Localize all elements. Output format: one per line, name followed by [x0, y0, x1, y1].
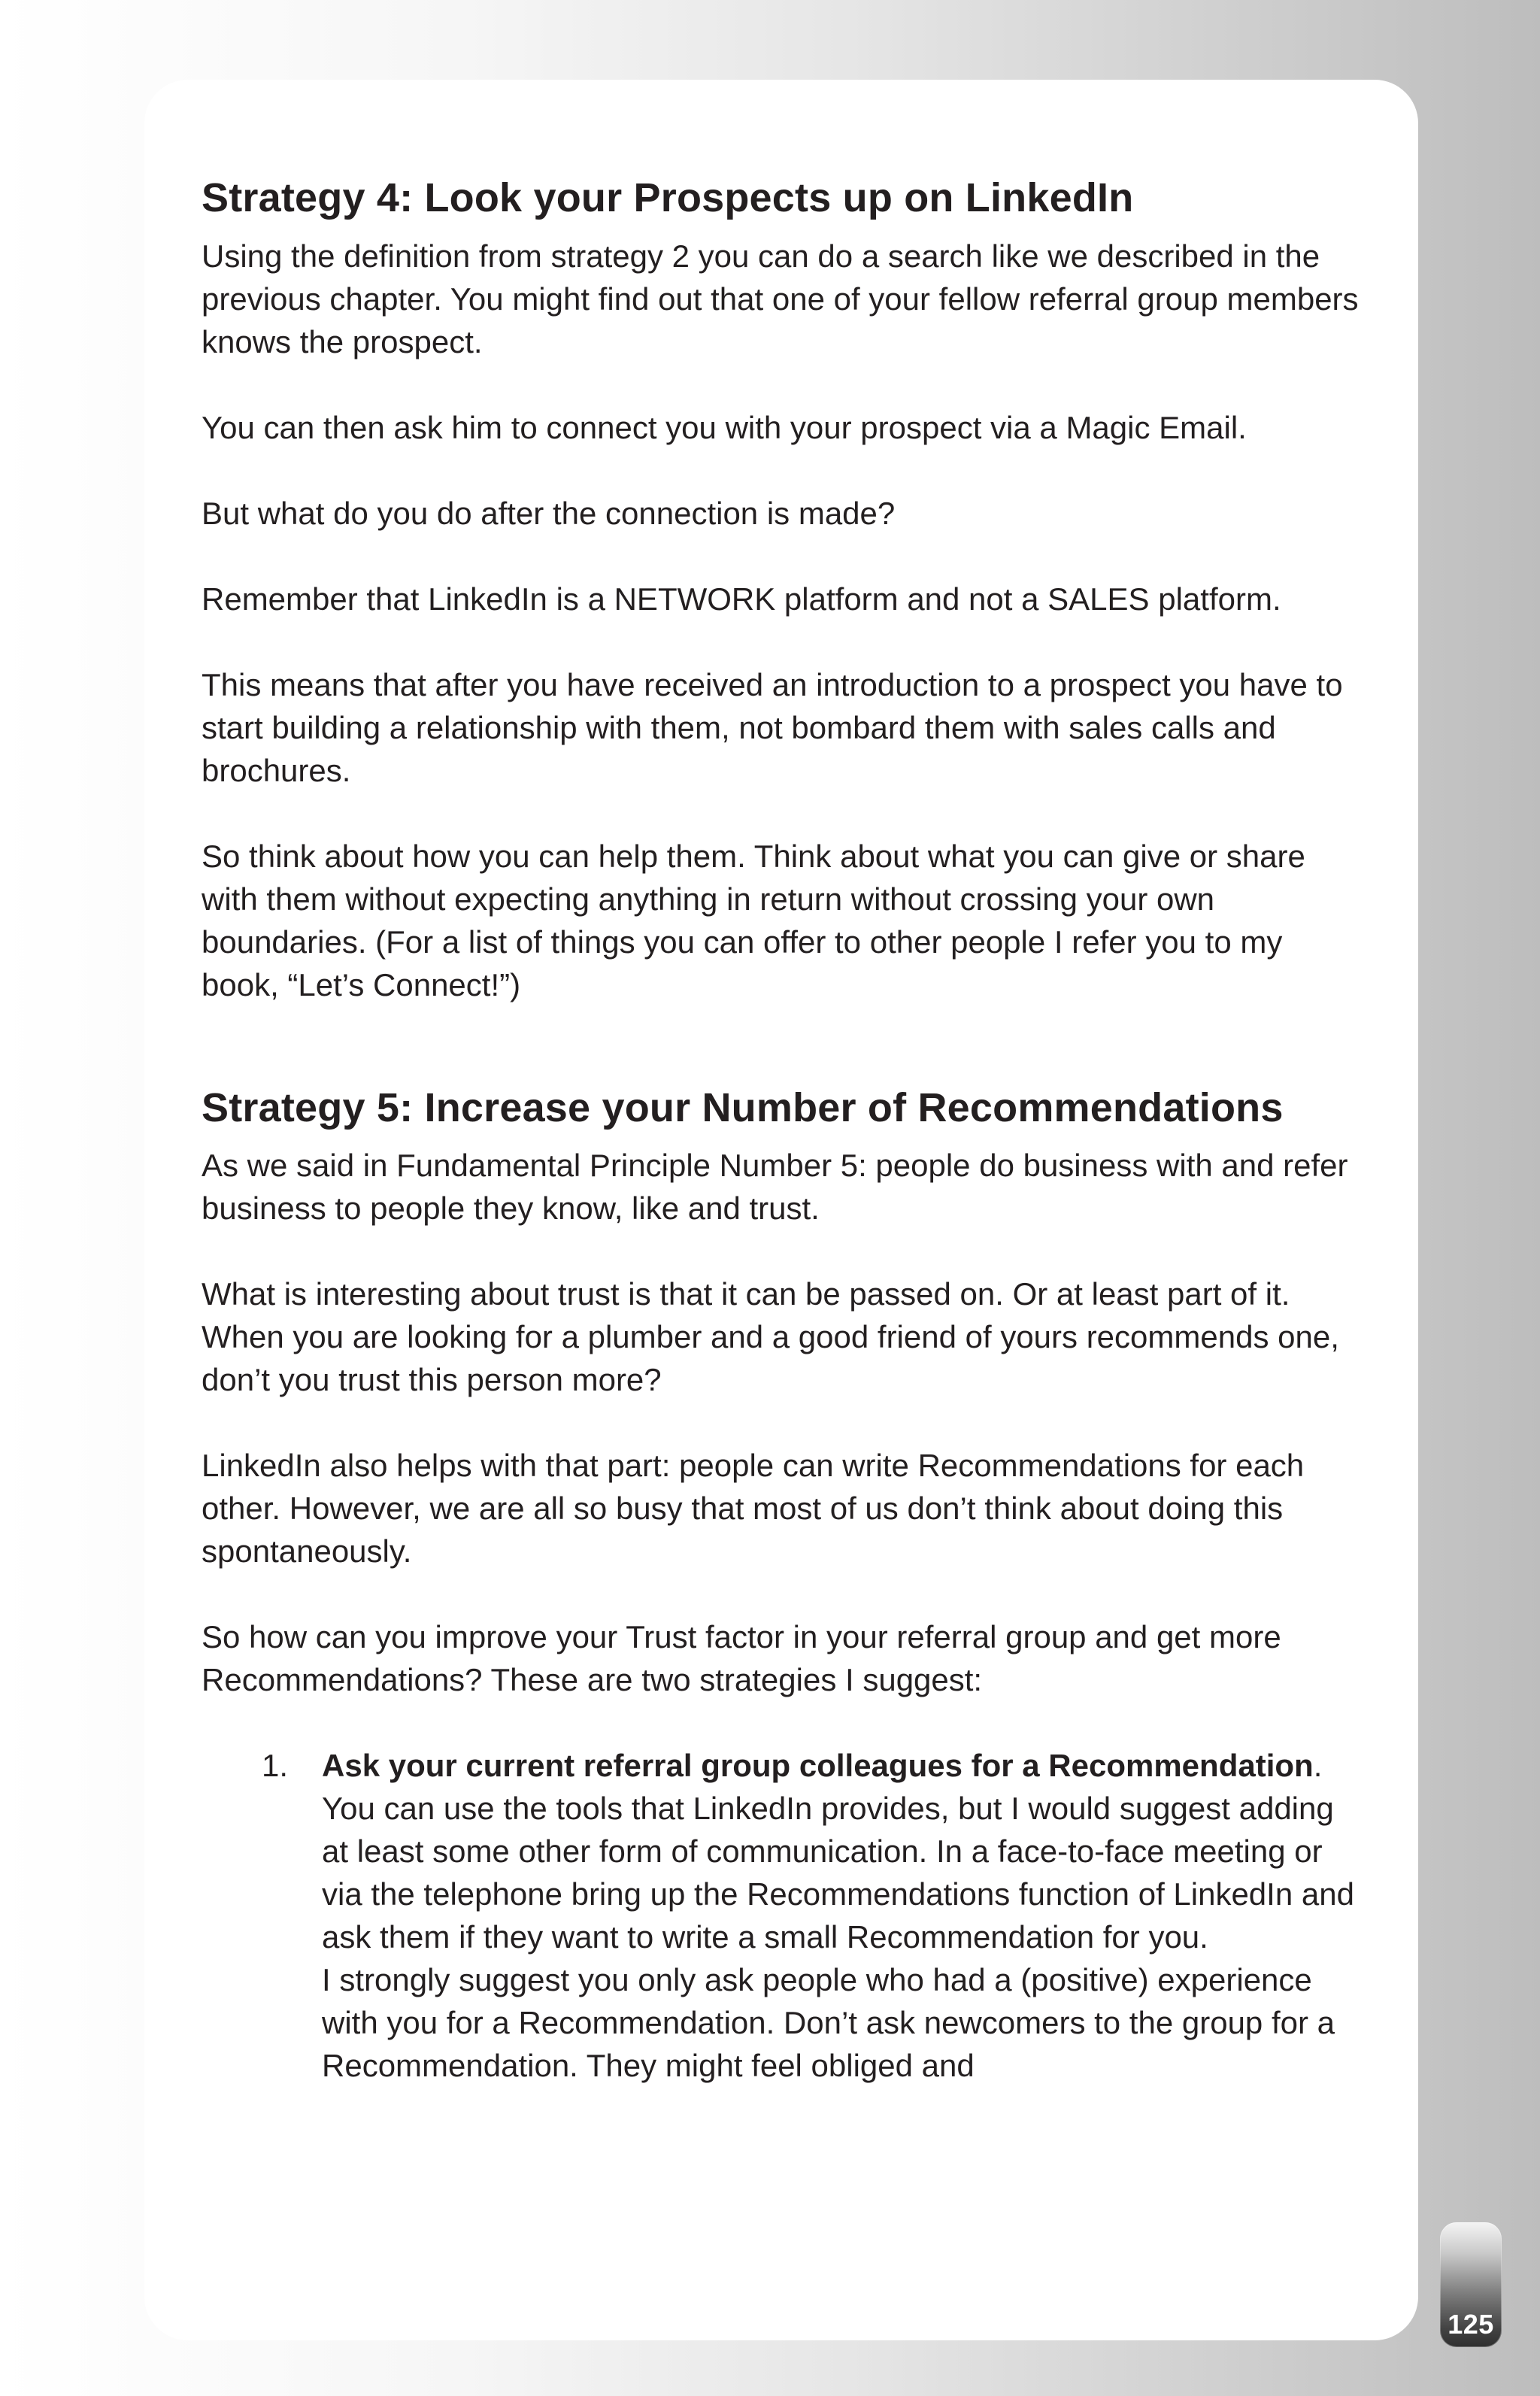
strategy-4-heading: Strategy 4: Look your Prospects up on LinkedIn: [202, 175, 1134, 220]
paragraph: But what do you do after the connection is made?: [202, 495, 896, 531]
numbered-list: [202, 1744, 1360, 2087]
paragraph: As we said in Fundamental Principle Number 5: people do business with and refer business to people they know, like and trust.: [202, 1148, 1348, 1226]
paragraph: So how can you improve your Trust factor in your referral group and get more Recommendations? These are two strategies I suggest:: [202, 1619, 1281, 1697]
list-item-bold-lead: Ask your current referral group colleagues for a Recommendation: [322, 1748, 1314, 1783]
list-item: [202, 1744, 1360, 2087]
paragraph: Remember that LinkedIn is a NETWORK platform and not a SALES platform.: [202, 581, 1281, 617]
paragraph: This means that after you have received an introduction to a prospect you have to start building a relationship with them, not bombard them with sales calls and brochures.: [202, 666, 1343, 788]
list-item-number: 1.: [262, 1748, 289, 1783]
page-number: 125: [1448, 2309, 1494, 2340]
list-item-continuation: I strongly suggest you only ask people who had a (positive) experience with you for a Recommendation. Don’t ask newcomers to the group for a Recommendation. They might feel obliged and: [322, 1962, 1335, 2083]
list-item-body: . You can use the tools that LinkedIn provides, but I would suggest adding at least some other form of communication. In a face-to-face meeting or via the telephone bring up the Recommendations function of LinkedIn and ask them if they want to write a small Recommendation for you.: [322, 1748, 1354, 1955]
strategy-4-section: [202, 173, 1360, 1006]
paragraph: LinkedIn also helps with that part: people can write Recommendations for each other. However, we are all so busy that most of us don’t think about doing this spontaneously.: [202, 1448, 1305, 1569]
paragraph: You can then ask him to connect you with your prospect via a Magic Email.: [202, 409, 1247, 445]
page-number-tab: [1440, 2222, 1502, 2347]
strategy-5-section: [202, 1083, 1360, 2088]
page-content: [202, 173, 1360, 2087]
strategy-5-heading: Strategy 5: Increase your Number of Recommendations: [202, 1084, 1284, 1130]
paragraph: So think about how you can help them. Think about what you can give or share with them without expecting anything in return without crossing your own boundaries. (For a list of things you can offer to other people I refer you to my book, “Let’s Connect!”): [202, 838, 1305, 1002]
paragraph: Using the definition from strategy 2 you can do a search like we described in the previous chapter. You might find out that one of your fellow referral group members knows the prospect.: [202, 238, 1359, 359]
page-card: [144, 80, 1418, 2340]
list-item-text: [322, 1748, 1354, 1955]
paragraph: What is interesting about trust is that it can be passed on. Or at least part of it. When you are looking for a plumber and a good friend of yours recommends one, don’t you trust this person more?: [202, 1276, 1339, 1397]
